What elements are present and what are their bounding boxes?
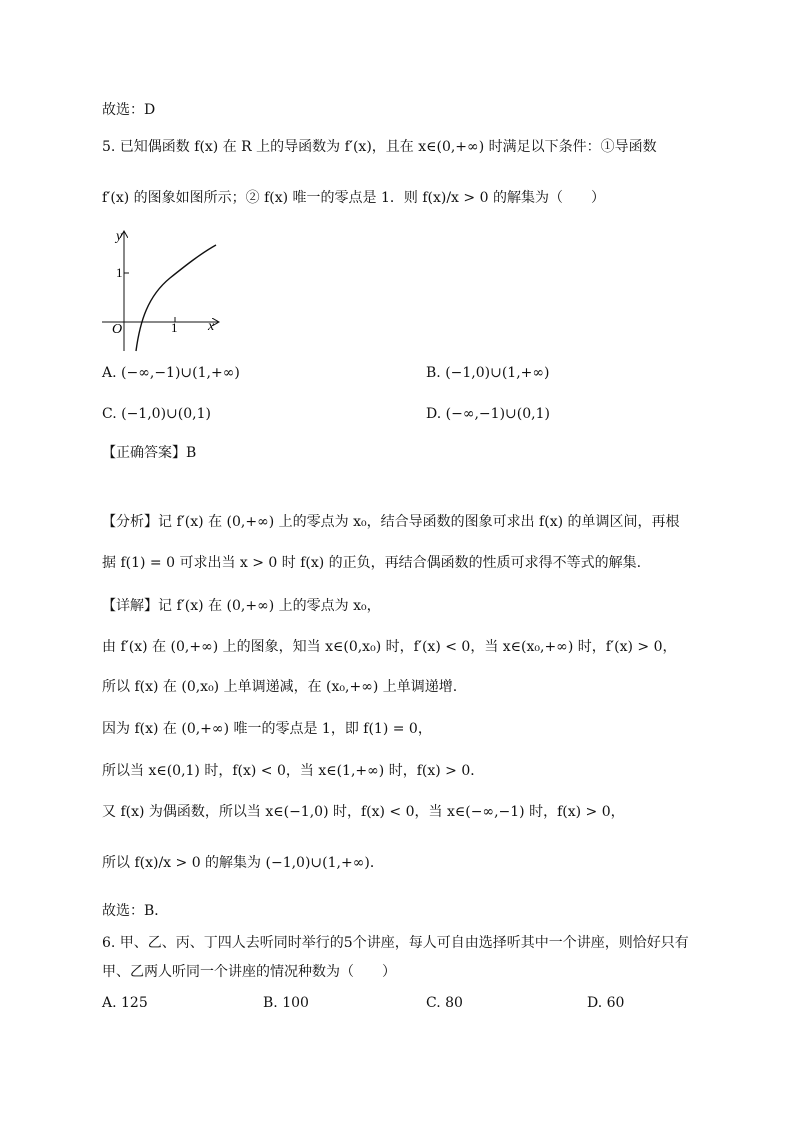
- q5-graph: [100, 226, 230, 356]
- x-axis-label: x: [208, 319, 215, 334]
- q5-detail-line2: 由 f′(x) 在 (0,+∞) 上的图象，知当 x∈(0,x₀) 时，f′(x) < 0，当 x∈(x₀,+∞) 时，f′(x) > 0，: [102, 639, 677, 655]
- y-axis-label: y: [116, 229, 123, 244]
- q5-analysis-line1: 【分析】记 f′(x) 在 (0,+∞) 上的零点为 x₀，结合导函数的图象可求出 f(x) 的单调区间，再根: [102, 514, 680, 530]
- q5-option-c: C. (−1,0)∪(0,1): [102, 406, 211, 422]
- x-tick-label: 1: [171, 320, 178, 335]
- q5-option-a: A. (−∞,−1)∪(1,+∞): [102, 365, 240, 381]
- q5-conclusion: 故选：B．: [102, 903, 169, 919]
- q5-detail-line3: 所以 f(x) 在 (0,x₀) 上单调递减，在 (x₀,+∞) 上单调递增.: [102, 679, 458, 695]
- q5-option-d: D. (−∞,−1)∪(0,1): [426, 406, 550, 422]
- q5-detail-line5: 所以当 x∈(0,1) 时，f(x) < 0，当 x∈(1,+∞) 时，f(x) > 0．: [102, 763, 485, 779]
- q6-option-b: B. 100: [263, 995, 309, 1011]
- q6-option-a: A. 125: [102, 995, 148, 1011]
- prev-answer: 故选：D: [102, 102, 156, 118]
- q5-stem-line2: f′(x) 的图象如图所示；② f(x) 唯一的零点是 1．则 f(x)/x > 0 的解集为（ ）: [102, 190, 605, 206]
- q6-stem-line2: 甲、乙两人听同一个讲座的情况种数为（ ）: [102, 964, 396, 980]
- q5-analysis-line2: 据 f(1) = 0 可求出当 x > 0 时 f(x) 的正负，再结合偶函数的性质可求得不等式的解集.: [102, 555, 642, 571]
- origin-label: O: [112, 322, 123, 337]
- q5-stem-line1: 5. 已知偶函数 f(x) 在 R 上的导函数为 f′(x)，且在 x∈(0,+∞) 时满足以下条件：①导函数: [102, 139, 657, 155]
- q5-option-b: B. (−1,0)∪(1,+∞): [426, 365, 550, 381]
- q5-detail-line1: 【详解】记 f′(x) 在 (0,+∞) 上的零点为 x₀，: [102, 598, 381, 614]
- q5-detail-line4: 因为 f(x) 在 (0,+∞) 唯一的零点是 1，即 f(1) = 0，: [102, 721, 432, 737]
- q6-option-c: C. 80: [426, 995, 463, 1011]
- q5-detail-line6: 又 f(x) 为偶函数，所以当 x∈(−1,0) 时，f(x) < 0，当 x∈(−∞,−1) 时，f(x) > 0，: [102, 804, 625, 820]
- derivative-curve: [136, 245, 216, 351]
- q5-answer: 【正确答案】B: [102, 445, 197, 461]
- q5-detail-line7: 所以 f(x)/x > 0 的解集为 (−1,0)∪(1,+∞)．: [102, 855, 384, 871]
- y-tick-label: 1: [116, 265, 123, 280]
- q6-option-d: D. 60: [587, 995, 625, 1011]
- q6-stem-line1: 6. 甲、乙、丙、丁四人去听同时举行的5个讲座，每人可自由选择听其中一个讲座，则恰好只有: [102, 935, 689, 951]
